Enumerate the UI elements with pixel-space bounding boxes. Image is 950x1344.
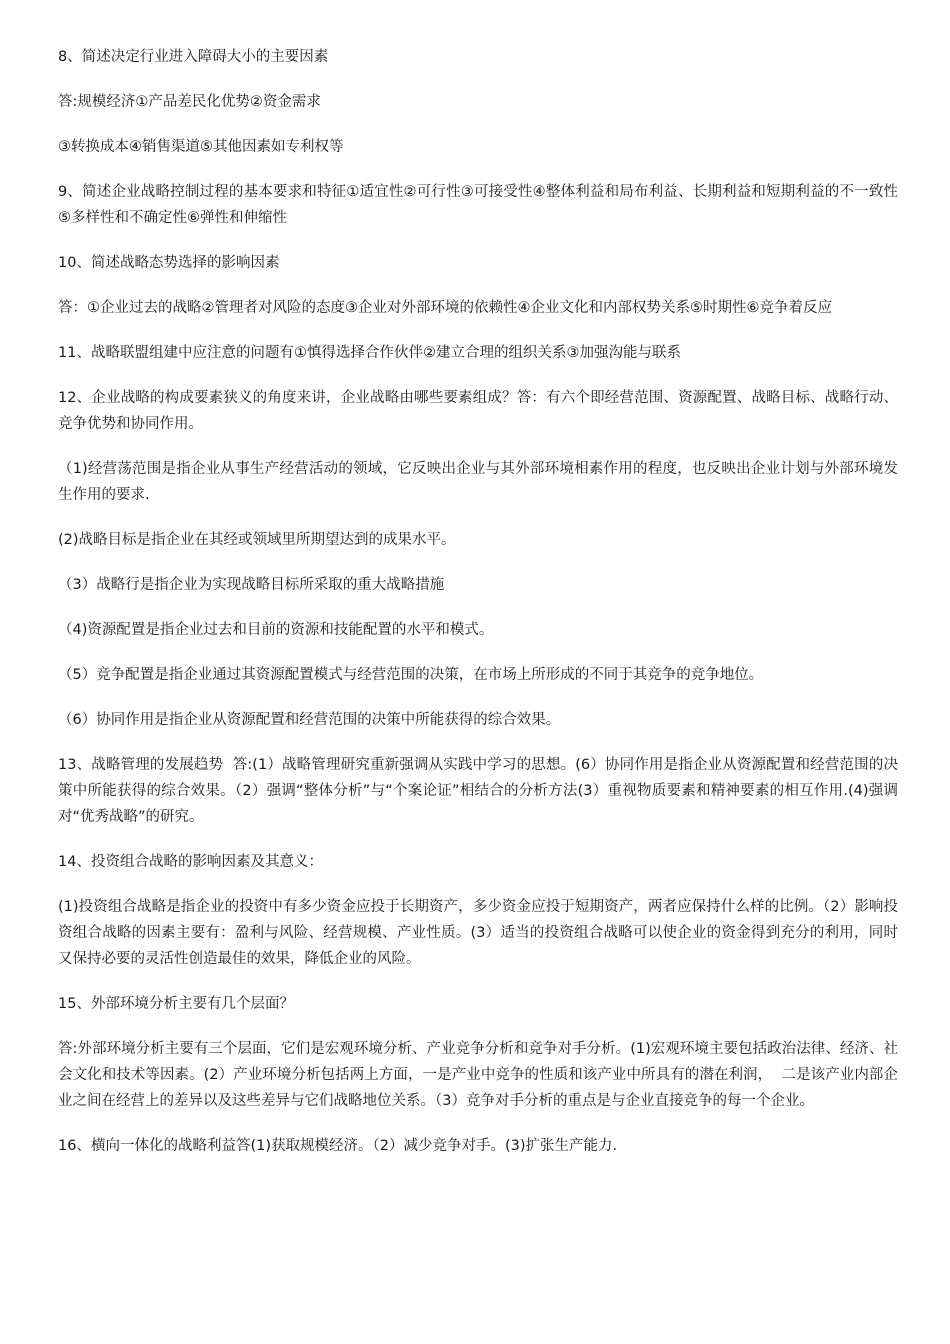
answer-12-item-2: (2)战略目标是指企业在其经或领域里所期望达到的成果水平。 <box>58 532 456 548</box>
question-8-heading: 8、简述决定行业进入障碍大小的主要因素 <box>58 49 329 65</box>
answer-10-paragraph: 答：①企业过去的战略②管理者对风险的态度③企业对外部环境的依赖性④企业文化和内部权势关系⑤时期性⑥竞争着反应 <box>58 300 832 316</box>
question-14-heading: 14、投资组合战略的影响因素及其意义： <box>58 854 323 870</box>
question-12-paragraph: 12、企业战略的构成要素狭义的角度来讲，企业战略由哪些要素组成？答：有六个即经营范围、资源配置、战略目标、战略行动、竞争优势和协同作用。 <box>58 390 898 432</box>
answer-8-line-1: 答:规模经济①产品差民化优势②资金需求 <box>58 94 321 110</box>
question-9-paragraph: 9、简述企业战略控制过程的基本要求和特征①适宜性②可行性③可接受性④整体利益和局布利益、长期利益和短期利益的不一致性⑤多样性和不确定性⑥弹性和伸缩性 <box>58 184 898 226</box>
question-11-paragraph: 11、战略联盟组建中应注意的问题有①慎得选择合作伙伴②建立合理的组织关系③加强沟能与联系 <box>58 345 681 361</box>
question-16-paragraph: 16、横向一体化的战略利益答(1)获取规模经济。（2）减少竞争对手。(3)扩张生产能力. <box>58 1138 618 1154</box>
answer-12-item-1: （1)经营荡范围是指企业从事生产经营活动的领域，它反映出企业与其外部环境相素作用的程度，也反映出企业计划与外部环境发生作用的要求. <box>58 461 898 503</box>
question-15-heading: 15、外部环境分析主要有几个层面？ <box>58 996 294 1012</box>
question-13-paragraph: 13、战略管理的发展趋势 答:(1）战略管理研究重新强调从实践中学习的思想。(6）协同作用是指企业从资源配置和经营范围的决策中所能获得的综合效果。（2）强调“整体分析”与“个案论证”相结合的分析方法(3）重视物质要素和精神要素的相互作用.(4)强调对“优秀战略”的研究。 <box>58 757 898 825</box>
answer-12-item-5: （5）竞争配置是指企业通过其资源配置模式与经营范围的决策，在市场上所形成的不同于其竞争的竞争地位。 <box>58 667 764 683</box>
question-10-heading: 10、简述战略态势选择的影响因素 <box>58 255 280 271</box>
document-body <box>58 44 898 1178</box>
answer-12-item-3: （3）战略行是指企业为实现战略目标所采取的重大战略措施 <box>58 577 445 593</box>
answer-14-paragraph: (1)投资组合战略是指企业的投资中有多少资金应投于长期资产，多少资金应投于短期资产，两者应保持什么样的比例。（2）影响投资组合战略的因素主要有：盈利与风险、经营规模、产业性质。(3）适当的投资组合战略可以使企业的资金得到充分的利用，同时又保持必要的灵活性创造最佳的效果，降低企业的风险。 <box>58 899 898 967</box>
answer-12-item-6: （6）协同作用是指企业从资源配置和经营范围的决策中所能获得的综合效果。 <box>58 712 561 728</box>
answer-8-line-2: ③转换成本④销售渠道⑤其他因素如专利权等 <box>58 139 344 155</box>
answer-15-paragraph: 答:外部环境分析主要有三个层面，它们是宏观环境分析、产业竞争分析和竞争对手分析。(1)宏观环境主要包括政治法律、经济、社会文化和技术等因素。(2）产业环境分析包括两上方面，一是产业中竞争的性质和该产业中所具有的潜在利润， 二是该产业内部企业之间在经营上的差异以及这些差异与它们战略地位关系。（3）竞争对手分析的重点是与企业直接竞争的每一个企业。 <box>58 1041 898 1109</box>
answer-12-item-4: （4)资源配置是指企业过去和目前的资源和技能配置的水平和模式。 <box>58 622 494 638</box>
